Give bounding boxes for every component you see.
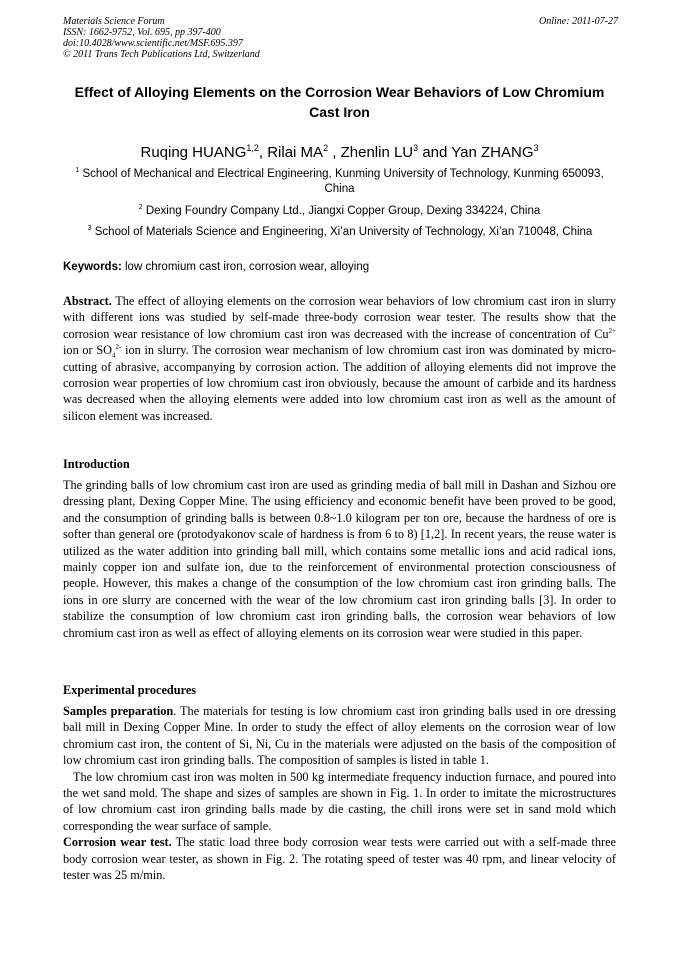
author-name: Yan ZHANG: [451, 144, 534, 161]
charge-sup: 2+: [608, 326, 616, 335]
affiliation-number: 1: [75, 167, 80, 175]
experimental-heading: Experimental procedures: [63, 683, 197, 697]
subscript: 4: [112, 351, 116, 360]
affiliation-text: School of Materials Science and Engineering, Xi’an University of Technology, Xi’an 710048, China: [94, 226, 593, 238]
author-sep: ,: [328, 144, 341, 161]
paper-title: Effect of Alloying Elements on the Corrosion Wear Behaviors of Low Chromium Cast Iron: [74, 84, 605, 120]
samples-text: . The materials for testing is low chromium cast iron grinding balls used in ore dressing ball mill in Dexing Copper Mine. In order to study the effect of alloy elements on the corrosion wear of low chromium cast iron, the content of Si, Ni, Cu in the materials were adjusted on the basis of the composition of low chromium cast iron grinding balls. The composition of samples is listed in table 1.: [63, 704, 616, 768]
corrosion-label: Corrosion wear test.: [63, 835, 172, 850]
abstract-text: The effect of alloying elements on the corrosion wear behaviors of low chromium cast iron in slurry with different ions was studied by self-made three-body corrosion wear tester. The results show that the corrosion wear resistance of low chromium cast iron was decreased with the increase of concentration of Cu: [63, 294, 616, 341]
author-name: Ruqing HUANG: [140, 144, 247, 161]
affiliation-3: [60, 225, 620, 240]
keywords-text: low chromium cast iron, corrosion wear, alloying: [125, 261, 370, 273]
author-affil-sup: 1,2: [246, 143, 259, 153]
journal-doi: doi:10.4028/www.scientific.net/MSF.695.397: [63, 38, 243, 49]
journal-name: Materials Science Forum: [63, 16, 165, 27]
author-affil-sup: 2: [323, 143, 329, 153]
abstract-text: ion or SO: [63, 343, 113, 358]
journal-issn: ISSN: 1662-9752, Vol. 695, pp 397-400: [63, 27, 221, 38]
corrosion-paragraph: [63, 834, 616, 883]
introduction-text: The grinding balls of low chromium cast iron are used as grinding media of ball mill in Dashan and Sizhou ore dressing plant, Dexing Copper Mine. The using efficiency and economic benefit have been proved to be good, and the consumption of grinding balls is between 0.8~1.0 kilogram per ton ore, because the hardness of ore is softer than general ore (protodyakonov scale of hardness is from 6 to 8) [1,2]. In recent years, the reuse water is utilized as the water addition into grinding ball mill, which contains some metallic ions and acid radical ions, mainly copper ion and sulfate ion, due to the reinforcement of environmental protection consciousness of people. However, this makes a change of the consumption of the low chromium cast iron grinding balls. The ions in ore slurry are concerned with the wear of the low chromium cast iron grinding balls [3]. In order to stabilize the consumption of low chromium cast iron grinding balls, the corrosion wear behaviors of low chromium cast iron as well as effect of alloying elements on its corrosion wear were studied in this paper.: [63, 478, 616, 640]
journal-header: [63, 16, 618, 60]
author-sep: ,: [258, 144, 268, 161]
introduction-heading: Introduction: [63, 457, 130, 471]
author-affil-sup: 3: [413, 143, 419, 153]
abstract: [63, 293, 616, 424]
affiliation-2: [63, 204, 616, 219]
keywords: [63, 260, 618, 275]
affiliation-1: [63, 167, 616, 197]
author-name: Zhenlin LU: [340, 144, 414, 161]
affiliation-number: 2: [138, 204, 143, 212]
journal-copyright: © 2011 Trans Tech Publications Ltd, Switzerland: [63, 49, 260, 60]
affiliation-text: School of Mechanical and Electrical Engineering, Kunming University of Technology, Kunming 650093, China: [82, 168, 604, 195]
journal-info: [63, 16, 618, 60]
author-sep: and: [418, 144, 452, 161]
samples-paragraph: [63, 703, 616, 883]
author-affil-sup: 3: [533, 143, 539, 153]
online-date: Online: 2011-07-27: [539, 16, 618, 27]
charge-sup: 2-: [115, 343, 122, 352]
abstract-label: Abstract.: [63, 294, 112, 308]
keywords-label: Keywords:: [63, 261, 122, 273]
affiliation-text: Dexing Foundry Company Ltd., Jiangxi Copper Group, Dexing 334224, China: [145, 205, 541, 217]
samples-label: Samples preparation: [63, 704, 174, 718]
abstract-text: ion in slurry. The corrosion wear mechanism of low chromium cast iron was dominated by micro-cutting of abrasive, accompanying by corrosion action. The addition of alloying elements did not improve the corrosion wear properties of low chromium cast iron obviously, because the amount of carbide and its hardness was decreased when the alloying elements were added into low chromium cast iron as well as the amount of silicon element was increased.: [63, 343, 616, 423]
corrosion-text: The static load three body corrosion wear tests were carried out with a self-made three body corrosion wear tester, as shown in Fig. 2. The rotating speed of tester was 40 rpm, and linear velocity of tester was 25 m/min.: [63, 835, 616, 883]
molten-paragraph: The low chromium cast iron was molten in 500 kg intermediate frequency induction furnace, and poured into the wet sand mold. The shape and sizes of samples are shown in Fig. 1. In order to imitate the microstructures of low chromium cast iron grinding balls made by die casting, the chill irons were set in sand mold which corresponding the wear surface of sample.: [63, 769, 616, 833]
author-list: [63, 144, 616, 162]
affiliation-number: 3: [87, 225, 92, 233]
author-name: Rilai MA: [267, 144, 324, 161]
